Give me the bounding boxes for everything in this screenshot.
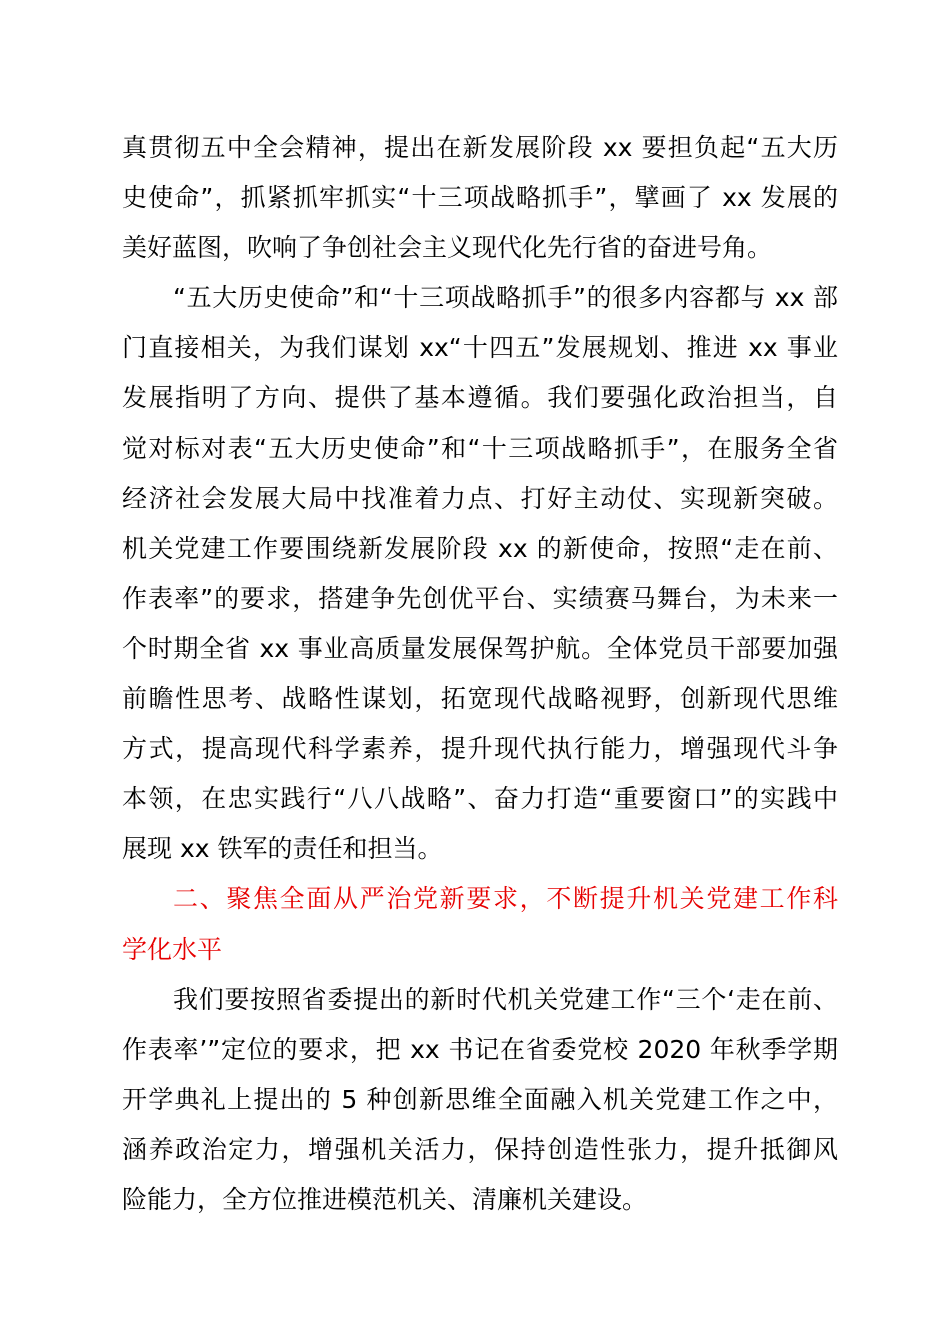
paragraph-mission: [122, 273, 838, 874]
text-line: 作表率’”定位的要求，把 xx 书记在省委党校 2020 年秋季学期: [122, 1034, 838, 1064]
text-line: 险能力，全方位推进模范机关、清廉机关建设。: [122, 1184, 648, 1214]
text-line: 觉对标对表“五大历史使命”和“十三项战略抓手”，在服务全省: [122, 433, 838, 463]
text-line: 史使命”，抓紧抓牢抓实“十三项战略抓手”，擘画了 xx 发展的: [122, 183, 838, 213]
text-line: 真贯彻五中全会精神，提出在新发展阶段 xx 要担负起“五大历: [122, 133, 838, 162]
text-line: 涵养政治定力，增强机关活力，保持创造性张力，提升抵御风: [122, 1134, 838, 1164]
text-line: 开学典礼上提出的 5 种创新思维全面融入机关党建工作之中，: [122, 1084, 838, 1114]
text-line: 机关党建工作要围绕新发展阶段 xx 的新使命，按照“走在前、: [122, 533, 838, 563]
text-line: 方式，提高现代科学素养，提升现代执行能力，增强现代斗争: [122, 734, 838, 764]
text-line: 经济社会发展大局中找准着力点、打好主动仗、实现新突破。: [122, 483, 838, 513]
heading-line: 二、聚焦全面从严治党新要求，不断提升机关党建工作科: [173, 884, 838, 914]
paragraph-party-building: [122, 975, 838, 1225]
text-line: “五大历史使命”和“十三项战略抓手”的很多内容都与 xx 部: [173, 283, 838, 313]
text-line: 门直接相关，为我们谋划 xx“十四五”发展规划、推进 xx 事业: [122, 333, 838, 363]
text-line: 发展指明了方向、提供了基本遵循。我们要强化政治担当，自: [122, 383, 838, 413]
text-line: 本领，在忠实践行“八八战略”、奋力打造“重要窗口”的实践中: [122, 784, 838, 814]
text-line: 展现 xx 铁军的责任和担当。: [122, 834, 443, 864]
document-body: [122, 123, 838, 1225]
text-line: 前瞻性思考、战略性谋划，拓宽现代战略视野，创新现代思维: [122, 684, 838, 714]
text-line: 个时期全省 xx 事业高质量发展保驾护航。全体党员干部要加强: [122, 633, 838, 663]
text-line: 我们要按照省委提出的新时代机关党建工作“三个‘走在前、: [173, 984, 838, 1014]
text-line: 作表率”的要求，搭建争先创优平台、实绩赛马舞台，为未来一: [122, 583, 838, 613]
section-heading: [122, 874, 838, 974]
heading-line: 学化水平: [122, 934, 223, 964]
paragraph-continuation: [122, 123, 838, 273]
text-line: 美好蓝图，吹响了争创社会主义现代化先行省的奋进号角。: [122, 233, 773, 263]
